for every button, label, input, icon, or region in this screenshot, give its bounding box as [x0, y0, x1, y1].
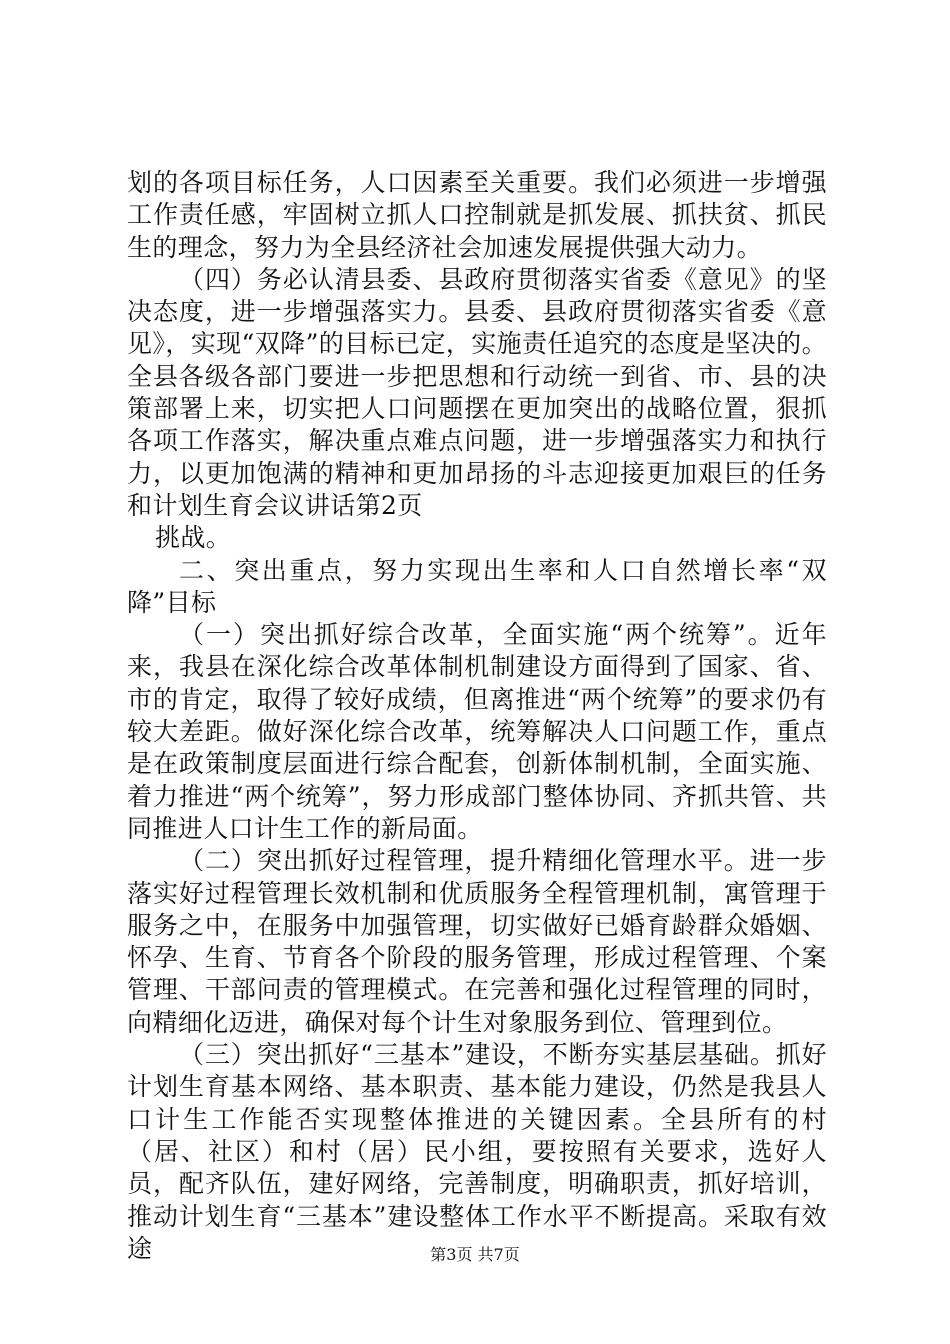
paragraph-5: （二）突出抓好过程管理，提升精细化管理水平。进一步落实好过程管理长效机制和优质服务全程管理机制，寓管理于服务之中，在服务中加强管理，切实做好已婚育龄群众婚姻、怀孕、生育、节育各个阶段的服务管理，形成过程管理、个案管理、干部问责的管理模式。在完善和强化过程管理的同时，向精细化迈进，确保对每个计生对象服务到位、管理到位。: [127, 846, 827, 1037]
page-footer: 第3页 共7页: [430, 1245, 520, 1264]
document-body: [127, 167, 827, 1265]
paragraph-2: （四）务必认清县委、县政府贯彻落实省委《意见》的坚决态度，进一步增强落实力。县委、县政府贯彻落实省委《意见》，实现“双降”的目标已定，实施责任追究的态度是坚决的。全县各级各部门要进一步把思想和行动统一到省、市、县的决策部署上来，切实把人口问题摆在更加突出的战略位置，狠抓各项工作落实，解决重点难点问题，进一步增强落实力和执行力，以更加饱满的精神和更加昂扬的斗志迎接更加艰巨的任务和计划生育会议讲话第2页: [127, 264, 827, 520]
section-heading: 二、突出重点，努力实现出生率和人口自然增长率“双降”目标: [127, 555, 827, 617]
paragraph-3: 挑战。: [155, 523, 232, 553]
paragraph-6: （三）突出抓好“三基本”建设，不断夯实基层基础。抓好计划生育基本网络、基本职责、基本能力建设，仍然是我县人口计生工作能否实现整体推进的关键因素。全县所有的村（居、社区）和村（居）民小组，要按照有关要求，选好人员，配齐队伍，建好网络，完善制度，明确职责，抓好培训，推动计划生育“三基本”建设整体工作水平不断提高。采取有效途: [127, 1040, 827, 1263]
paragraph-1: 划的各项目标任务，人口因素至关重要。我们必须进一步增强工作责任感，牢固树立抓人口控制就是抓发展、抓扶贫、抓民生的理念，努力为全县经济社会加速发展提供强大动力。: [127, 168, 827, 262]
paragraph-4: （一）突出抓好综合改革，全面实施“两个统筹”。近年来，我县在深化综合改革体制机制建设方面得到了国家、省、市的肯定，取得了较好成绩，但离推进“两个统筹”的要求仍有较大差距。做好深化综合改革，统筹解决人口问题工作，重点是在政策制度层面进行综合配套，创新体制机制，全面实施、着力推进“两个统筹”，努力形成部门整体协同、齐抓共管、共同推进人口计生工作的新局面。: [127, 620, 827, 843]
